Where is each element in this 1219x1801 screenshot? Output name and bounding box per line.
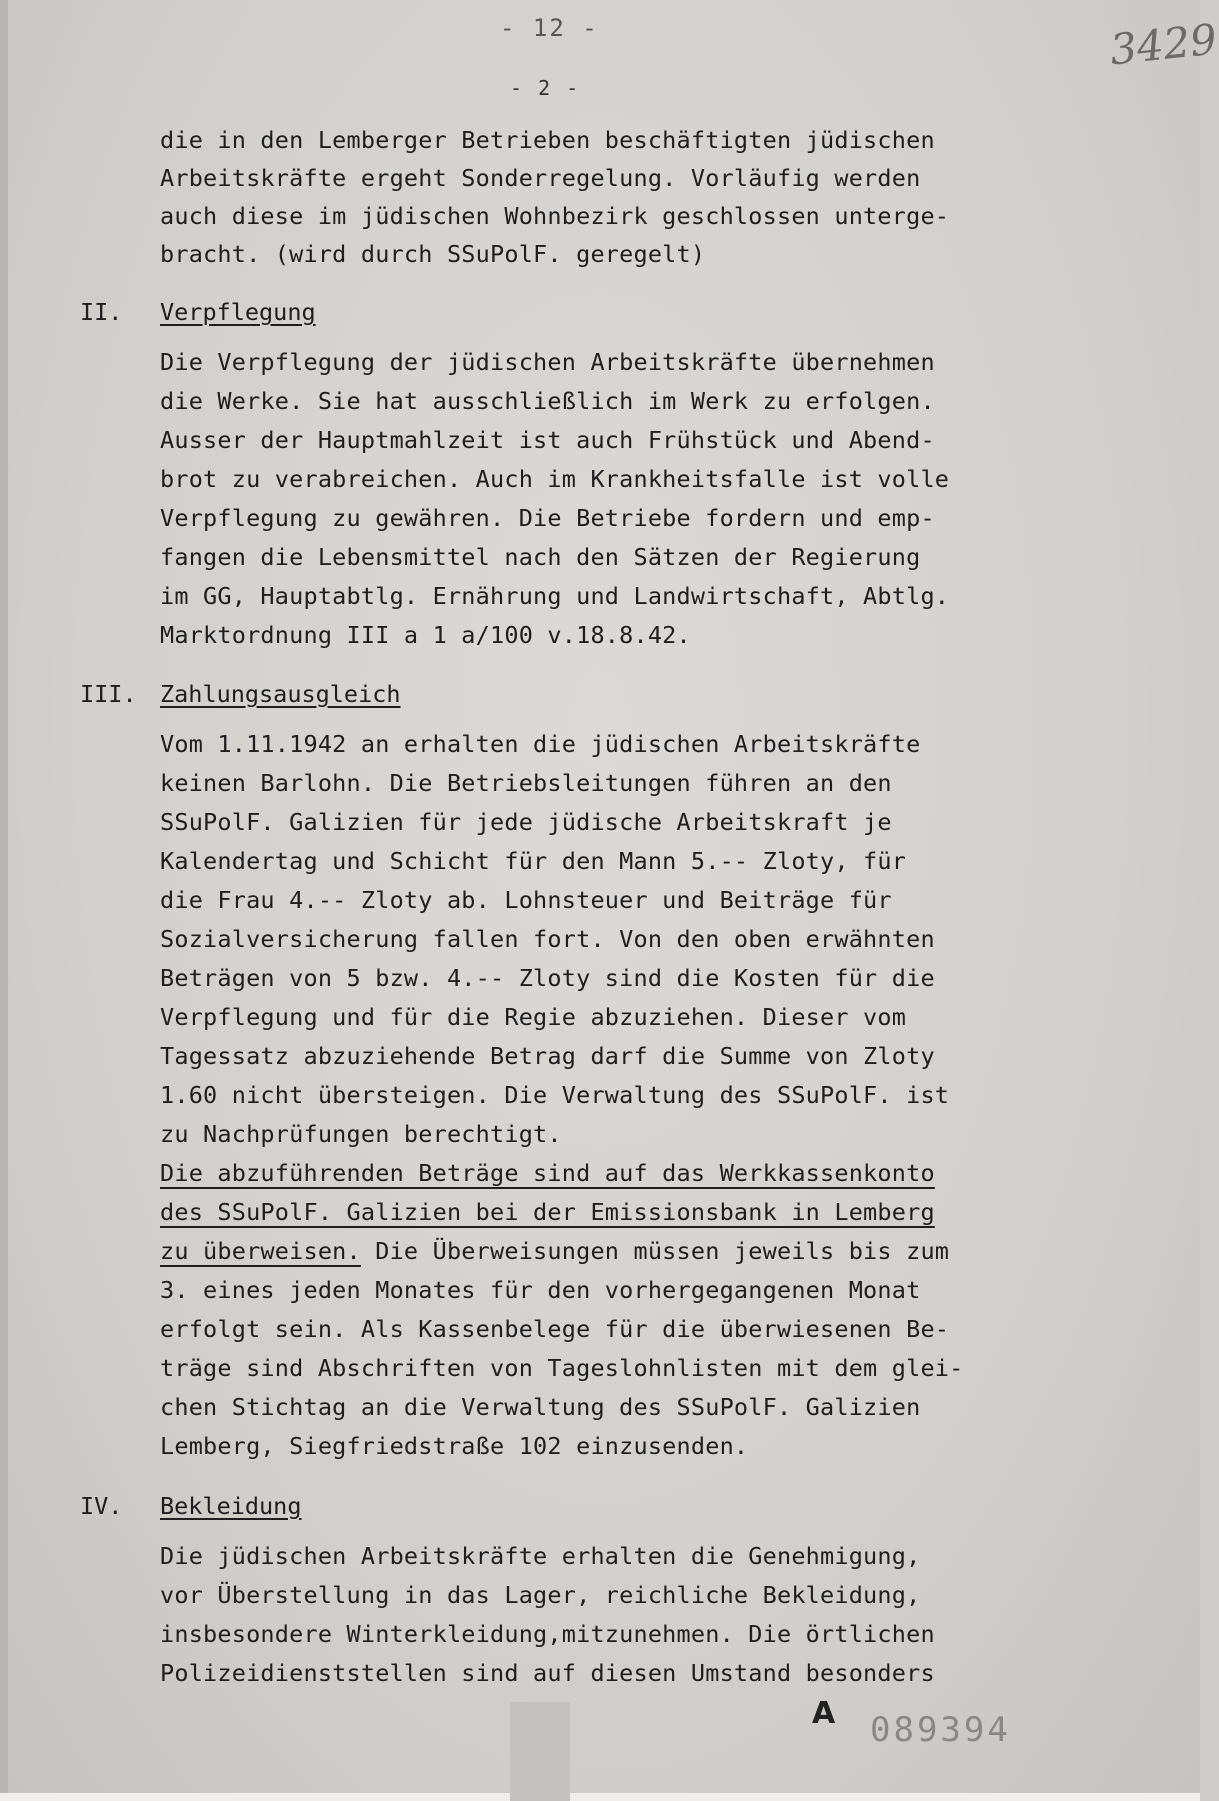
body-line: Vom 1.11.1942 an erhalten die jüdischen Arbeitskräfte <box>160 730 921 758</box>
body-line: träge sind Abschriften von Tageslohnlisten mit dem glei- <box>160 1354 964 1382</box>
body-line: keinen Barlohn. Die Betriebsleitungen führen an den <box>160 769 892 797</box>
handwritten-folio: 3429 <box>1107 14 1219 75</box>
body-line: Verpflegung zu gewähren. Die Betriebe fordern und emp- <box>160 504 935 532</box>
body-line: Kalendertag und Schicht für den Mann 5.-- Zloty, für <box>160 847 907 875</box>
body-line: vor Überstellung in das Lager, reichliche Bekleidung, <box>160 1581 921 1609</box>
section-heading: Bekleidung <box>160 1492 302 1520</box>
body-line: Lemberg, Siegfriedstraße 102 einzusenden. <box>160 1432 749 1460</box>
body-line: Die jüdischen Arbeitskräfte erhalten die Genehmigung, <box>160 1542 921 1570</box>
section-heading: Zahlungsausgleich <box>160 680 401 708</box>
body-line: 3. eines jeden Monates für den vorhergegangenen Monat <box>160 1276 921 1304</box>
body-line: chen Stichtag an die Verwaltung des SSuPolF. Galizien <box>160 1393 921 1421</box>
section-numeral: IV. <box>80 1492 123 1520</box>
body-line: die Werke. Sie hat ausschließlich im Werk zu erfolgen. <box>160 387 935 415</box>
body-line: brot zu verabreichen. Auch im Krankheitsfalle ist volle <box>160 465 950 493</box>
sub-page-number: - 2 - <box>510 76 581 100</box>
underlined-line: Die abzuführenden Beträge sind auf das Werkkassenkonto <box>160 1159 935 1187</box>
stamp-number: 089394 <box>870 1710 1011 1750</box>
body-line: Die Verpflegung der jüdischen Arbeitskräfte übernehmen <box>160 348 935 376</box>
body-line: Tagessatz abzuziehende Betrag darf die Summe von Zloty <box>160 1042 935 1070</box>
body-line: SSuPolF. Galizien für jede jüdische Arbeitskraft je <box>160 808 892 836</box>
intro-line: auch diese im jüdischen Wohnbezirk geschlossen unterge- <box>160 202 950 230</box>
body-line: Sozialversicherung fallen fort. Von den oben erwähnten <box>160 925 935 953</box>
body-line: Polizeidienststellen sind auf diesen Umstand besonders <box>160 1659 935 1687</box>
stamp-letter: A <box>812 1696 836 1731</box>
intro-line: bracht. (wird durch SSuPolF. geregelt) <box>160 240 706 268</box>
mixed-line <box>160 1237 949 1265</box>
section-numeral: II. <box>80 298 123 326</box>
intro-line: die in den Lemberger Betrieben beschäftigten jüdischen <box>160 126 935 154</box>
underlined-phrase: zu überweisen. <box>160 1237 361 1265</box>
body-line: Ausser der Hauptmahlzeit ist auch Frühstück und Abend- <box>160 426 935 454</box>
body-line: 1.60 nicht übersteigen. Die Verwaltung des SSuPolF. ist <box>160 1081 950 1109</box>
body-line: zu Nachprüfungen berechtigt. <box>160 1120 562 1148</box>
page-left-edge <box>0 0 8 1801</box>
section-heading: Verpflegung <box>160 298 316 326</box>
body-line: Beträgen von 5 bzw. 4.-- Zloty sind die Kosten für die <box>160 964 935 992</box>
page-bottom-edge <box>0 1793 1200 1801</box>
paper-strip <box>510 1702 570 1801</box>
body-line: die Frau 4.-- Zloty ab. Lohnsteuer und Beiträge für <box>160 886 892 914</box>
body-line: fangen die Lebensmittel nach den Sätzen der Regierung <box>160 543 921 571</box>
line-rest: Die Überweisungen müssen jeweils bis zum <box>360 1237 950 1265</box>
body-line: erfolgt sein. Als Kassenbelege für die überwiesenen Be- <box>160 1315 950 1343</box>
underlined-line: des SSuPolF. Galizien bei der Emissionsbank in Lemberg <box>160 1198 935 1226</box>
page-number: - 12 - <box>500 14 599 42</box>
section-numeral: III. <box>80 680 137 708</box>
body-line: Verpflegung und für die Regie abzuziehen. Dieser vom <box>160 1003 907 1031</box>
body-line: Marktordnung III a 1 a/100 v.18.8.42. <box>160 621 691 649</box>
intro-line: Arbeitskräfte ergeht Sonderregelung. Vorläufig werden <box>160 164 921 192</box>
body-line: im GG, Hauptabtlg. Ernährung und Landwirtschaft, Abtlg. <box>160 582 950 610</box>
body-line: insbesondere Winterkleidung,mitzunehmen. Die örtlichen <box>160 1620 935 1648</box>
